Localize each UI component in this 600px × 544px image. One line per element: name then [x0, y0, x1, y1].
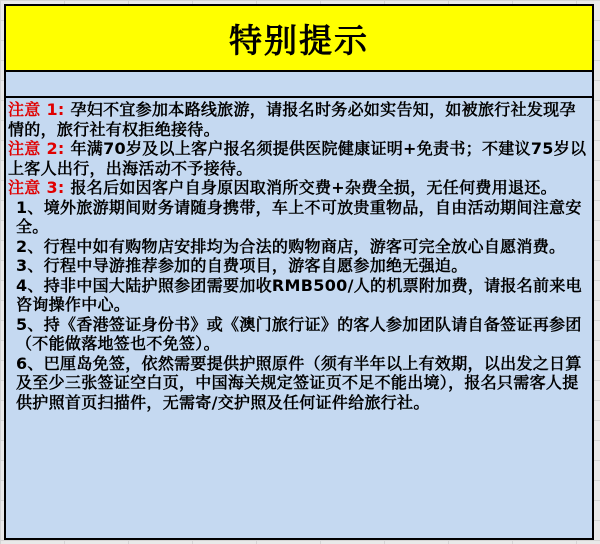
notice-1	[8, 100, 588, 139]
notice-3	[8, 178, 588, 198]
notice-content	[8, 100, 588, 412]
notice-label: 注意 3:	[8, 178, 65, 197]
body-strip	[4, 72, 594, 96]
notice-label: 注意 1:	[8, 100, 65, 119]
list-item: 5、持《香港签证身份书》或《澳门旅行证》的客人参加团队请自备签证再参团（不能做落地签也不免签）。	[16, 314, 582, 353]
notice-text: 报名后如因客户自身原因取消所交费+杂费全损，无任何费用退还。	[70, 178, 557, 197]
list-item: 6、巴厘岛免签，依然需要提供护照原件（须有半年以上有效期，以出发之日算及至少三张签证空白页，中国海关规定签证页不足不能出境），报名只需客人提供护照首页扫描件，无需寄/交护照及任何证件给旅行社。	[16, 353, 582, 412]
notice-label: 注意 2:	[8, 139, 65, 158]
list-item: 4、持非中国大陆护照参团需要加收RMB500/人的机票附加费，请报名前来电咨询操作中心。	[16, 275, 582, 314]
notice-text: 年满70岁及以上客户报名须提供医院健康证明+免责书；不建议75岁以上客人出行，出海活动不予接待。	[8, 139, 587, 178]
list-item: 3、行程中导游推荐参加的自费项目，游客自愿参加绝无强迫。	[16, 256, 468, 275]
notice-2	[8, 139, 588, 178]
notice-text: 孕妇不宜参加本路线旅游，请报名时务必如实告知，如被旅行社发现孕情的，旅行社有权拒绝接待。	[8, 100, 576, 139]
list-item: 1、境外旅游期间财务请随身携带，车上不可放贵重物品，自由活动期间注意安全。	[16, 197, 582, 236]
page-title: 特别提示	[229, 20, 369, 60]
title-banner	[4, 4, 594, 72]
list-item: 2、行程中如有购物店安排均为合法的购物商店，游客可完全放心自愿消费。	[16, 236, 566, 256]
